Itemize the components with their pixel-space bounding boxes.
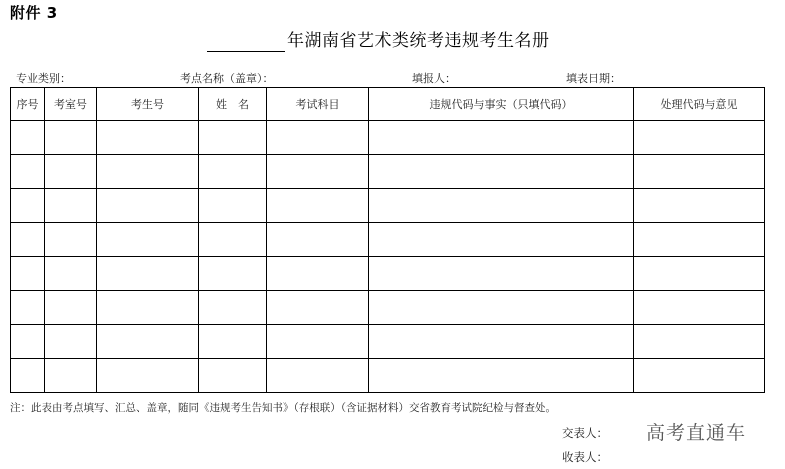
table-cell — [11, 223, 45, 257]
table-cell — [267, 121, 369, 155]
table-cell — [11, 155, 45, 189]
table-cell — [11, 325, 45, 359]
fill-date-label: 填表日期： — [566, 72, 621, 85]
table-row — [11, 155, 765, 189]
table-cell — [369, 291, 634, 325]
table-cell — [199, 223, 267, 257]
exam-site-label: 考点名称（盖章）： — [180, 72, 274, 85]
submitter-label: 交表人： — [562, 426, 608, 440]
category-label: 专业类别： — [16, 72, 71, 85]
table-cell — [45, 325, 97, 359]
table-cell — [267, 189, 369, 223]
col-header-subject: 考试科目 — [267, 88, 369, 121]
attachment-label: 附件 3 — [10, 4, 58, 22]
table-cell — [199, 121, 267, 155]
table-row — [11, 121, 765, 155]
table-cell — [45, 189, 97, 223]
table-cell — [267, 257, 369, 291]
table-cell — [97, 359, 199, 393]
table-cell — [267, 359, 369, 393]
col-header-index: 序号 — [11, 88, 45, 121]
table-cell — [634, 223, 765, 257]
table-cell — [45, 359, 97, 393]
table-cell — [199, 359, 267, 393]
col-header-exam-number: 考生号 — [97, 88, 199, 121]
table-cell — [267, 155, 369, 189]
table-cell — [11, 189, 45, 223]
col-header-handling: 处理代码与意见 — [634, 88, 765, 121]
table-cell — [97, 121, 199, 155]
title-text: 年湖南省艺术类统考违规考生名册 — [287, 31, 550, 51]
table-cell — [11, 257, 45, 291]
table-cell — [369, 189, 634, 223]
form-title — [207, 24, 550, 52]
table-row — [11, 189, 765, 223]
table-cell — [199, 257, 267, 291]
table-cell — [97, 189, 199, 223]
table-cell — [199, 155, 267, 189]
table-row — [11, 325, 765, 359]
table-header-row — [11, 88, 765, 121]
col-header-room: 考室号 — [45, 88, 97, 121]
table-cell — [634, 121, 765, 155]
table-cell — [369, 359, 634, 393]
table-cell — [369, 121, 634, 155]
table-cell — [11, 291, 45, 325]
table-cell — [199, 325, 267, 359]
table-cell — [634, 325, 765, 359]
year-blank-line — [207, 29, 285, 52]
table-cell — [97, 325, 199, 359]
table-cell — [634, 257, 765, 291]
table-cell — [634, 155, 765, 189]
table-cell — [97, 223, 199, 257]
table-cell — [199, 291, 267, 325]
table-cell — [45, 257, 97, 291]
col-header-violation: 违规代码与事实（只填代码） — [369, 88, 634, 121]
table-row — [11, 291, 765, 325]
table-cell — [45, 223, 97, 257]
table-cell — [369, 155, 634, 189]
table-cell — [634, 189, 765, 223]
table-row — [11, 257, 765, 291]
table-cell — [267, 325, 369, 359]
table-cell — [97, 155, 199, 189]
table-cell — [369, 223, 634, 257]
table-cell — [11, 121, 45, 155]
table-body — [11, 121, 765, 393]
filler-label: 填报人： — [412, 72, 456, 85]
table-cell — [97, 257, 199, 291]
table-cell — [97, 291, 199, 325]
table-cell — [634, 359, 765, 393]
footnote: 注：此表由考点填写、汇总、盖章，随同《违规考生告知书》（存根联）（含证据材料）交省教育考试院纪检与督查处。 — [10, 402, 556, 414]
table-cell — [267, 291, 369, 325]
table-cell — [199, 189, 267, 223]
table-cell — [369, 325, 634, 359]
violation-table — [10, 87, 765, 393]
table-cell — [369, 257, 634, 291]
watermark: 高考直通车 — [646, 422, 747, 444]
receiver-label: 收表人： — [562, 450, 608, 464]
table-row — [11, 359, 765, 393]
table-cell — [267, 223, 369, 257]
table-cell — [45, 121, 97, 155]
table-row — [11, 223, 765, 257]
table-cell — [11, 359, 45, 393]
table-cell — [45, 155, 97, 189]
table-cell — [45, 291, 97, 325]
col-header-name: 姓 名 — [199, 88, 267, 121]
table-cell — [634, 291, 765, 325]
